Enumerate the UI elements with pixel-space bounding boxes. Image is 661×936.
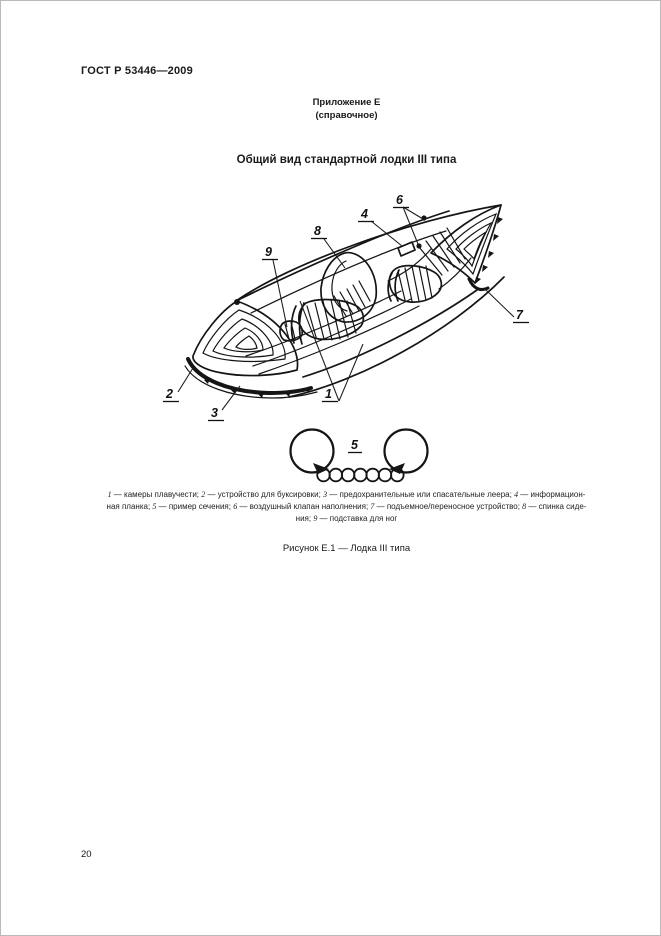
figure-label: Рисунок Е.1 — Лодка III типа <box>282 543 411 554</box>
boat-figure <box>101 179 561 499</box>
callout-9: 9 <box>265 245 272 259</box>
callout-6: 6 <box>396 193 403 207</box>
seat-back <box>321 253 376 323</box>
cross-section <box>291 430 428 482</box>
rear-seat <box>388 258 471 302</box>
info-plate <box>398 242 415 256</box>
standard-code: ГОСТ Р 53446—2009 <box>81 65 193 77</box>
figure-caption-line: 1 — камеры плавучести; 2 — устройство для буксировки; 3 — предохранительные или спасательные леера; 4 — информацион- <box>107 490 586 499</box>
callout-8: 8 <box>314 224 321 238</box>
figure-heading: Общий вид стандартной лодки III типа <box>236 154 457 166</box>
figure-caption-line: ная планка; 5 — пример сечения; 6 — воздушный клапан наполнения; 7 — подъемное/переносное устройство; 8 — спинка сиде- <box>106 501 587 511</box>
figure-caption <box>71 489 622 524</box>
appendix-heading <box>81 96 612 122</box>
callout-1: 1 <box>325 387 332 401</box>
callout-3: 3 <box>211 406 218 420</box>
callout-5: 5 <box>351 438 358 452</box>
appendix-type: (справочное) <box>315 110 378 121</box>
callout-4: 4 <box>361 207 368 221</box>
figure-caption-line: ния; 9 — подставка для ног <box>295 513 398 523</box>
callout-2: 2 <box>166 387 173 401</box>
appendix-label: Приложение Е <box>312 97 381 108</box>
callout-7: 7 <box>516 308 523 322</box>
page-number: 20 <box>81 849 92 860</box>
